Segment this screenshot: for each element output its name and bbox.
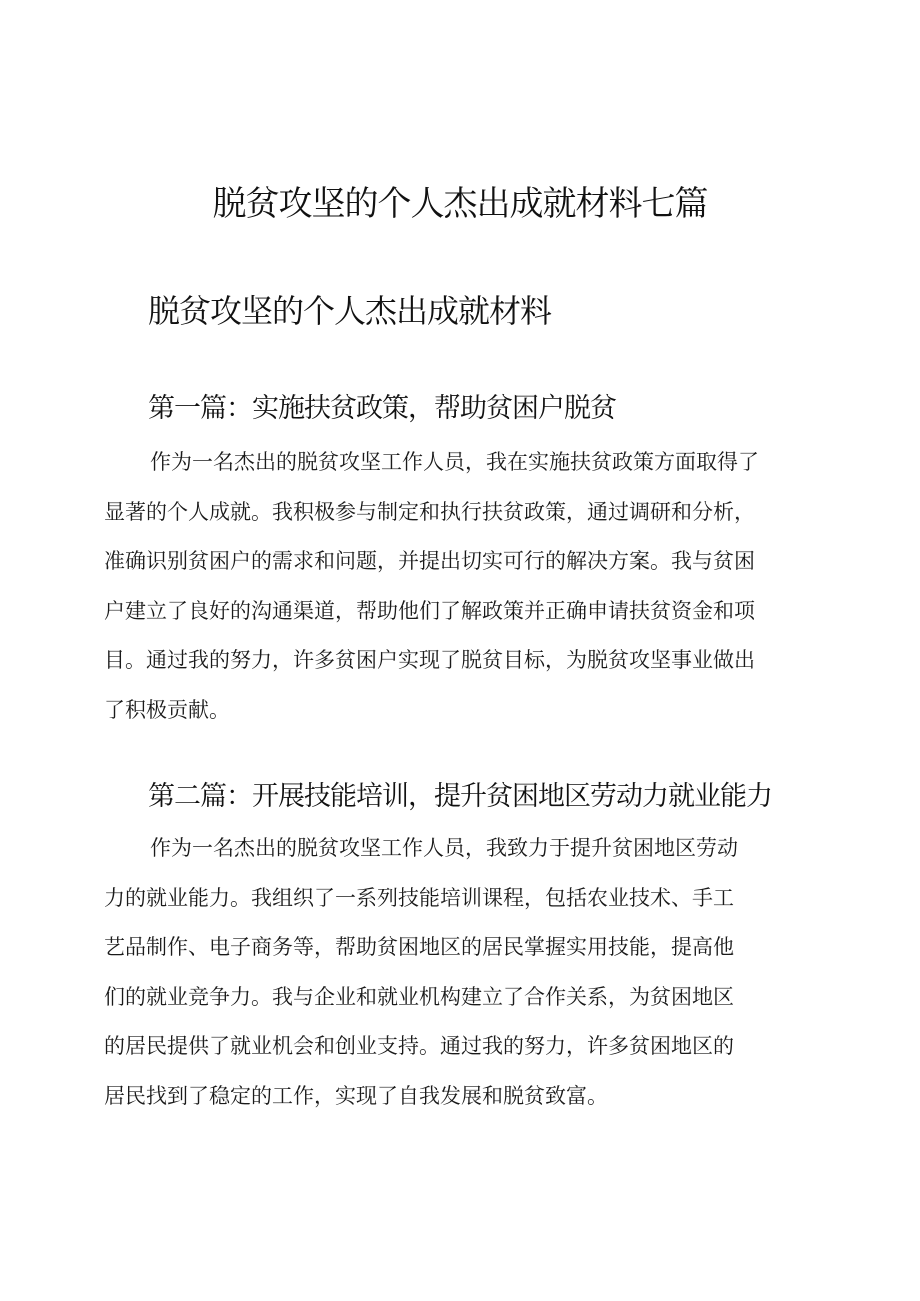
section-2-line: 们的就业竞争力。我与企业和就业机构建立了合作关系，为贫困地区 — [104, 984, 734, 1009]
section-2-line: 作为一名杰出的脱贫攻坚工作人员，我致力于提升贫困地区劳动 — [150, 836, 738, 860]
section-1-heading: 第一篇：实施扶贫政策，帮助贫困户脱贫 — [148, 393, 616, 424]
section-2-line: 居民找到了稳定的工作，实现了自我发展和脱贫致富。 — [104, 1083, 608, 1108]
section-1-line: 作为一名杰出的脱贫攻坚工作人员，我在实施扶贫政策方面取得了 — [150, 450, 759, 474]
document-subtitle: 脱贫攻坚的个人杰出成就材料 — [148, 292, 552, 330]
section-2-line: 的居民提供了就业机会和创业支持。通过我的努力，许多贫困地区的 — [104, 1034, 734, 1058]
section-1-line: 显著的个人成就。我积极参与制定和执行扶贫政策，通过调研和分析， — [104, 499, 755, 524]
section-2-body — [104, 824, 824, 1121]
section-1-line: 目。通过我的努力，许多贫困户实现了脱贫目标，为脱贫攻坚事业做出 — [104, 648, 755, 672]
document-title: 脱贫攻坚的个人杰出成就材料七篇 — [212, 184, 708, 224]
section-2-line: 力的就业能力。我组织了一系列技能培训课程，包括农业技术、手工 — [104, 885, 734, 910]
section-2-line: 艺品制作、电子商务等，帮助贫困地区的居民掌握实用技能，提高他 — [104, 935, 734, 959]
section-1-line: 了积极贡献。 — [104, 697, 230, 722]
section-2-heading: 第二篇：开展技能培训，提升贫困地区劳动力就业能力 — [148, 781, 772, 812]
section-1-line: 准确识别贫困户的需求和问题，并提出切实可行的解决方案。我与贫困 — [104, 549, 755, 573]
section-1-body — [104, 438, 844, 735]
section-1-line: 户建立了良好的沟通渠道，帮助他们了解政策并正确申请扶贫资金和项 — [104, 598, 755, 623]
